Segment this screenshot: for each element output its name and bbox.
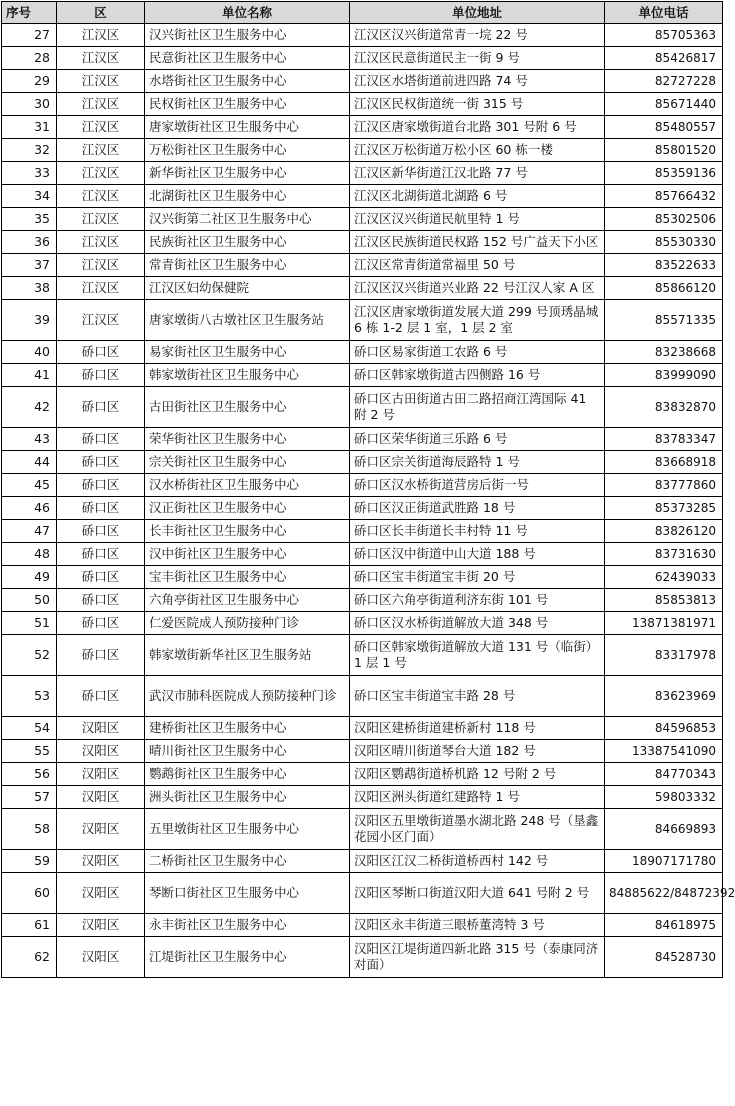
table-row xyxy=(2,809,723,850)
cell-phone: 84528730 xyxy=(605,937,723,978)
cell-phone: 84618975 xyxy=(605,914,723,937)
cell-name: 易家街社区卫生服务中心 xyxy=(145,341,350,364)
table-row xyxy=(2,676,723,717)
cell-no: 37 xyxy=(2,254,57,277)
header-name: 单位名称 xyxy=(145,2,350,24)
cell-name: 汉兴街社区卫生服务中心 xyxy=(145,24,350,47)
cell-phone: 84770343 xyxy=(605,763,723,786)
cell-name: 民意街社区卫生服务中心 xyxy=(145,47,350,70)
table-row xyxy=(2,341,723,364)
cell-phone: 85480557 xyxy=(605,116,723,139)
table-row xyxy=(2,612,723,635)
table-row xyxy=(2,786,723,809)
cell-name: 长丰街社区卫生服务中心 xyxy=(145,520,350,543)
header-no: 序号 xyxy=(2,2,57,24)
cell-phone: 83777860 xyxy=(605,474,723,497)
cell-district: 江汉区 xyxy=(57,254,145,277)
table-row xyxy=(2,24,723,47)
cell-district: 硚口区 xyxy=(57,589,145,612)
cell-no: 47 xyxy=(2,520,57,543)
table-row xyxy=(2,116,723,139)
cell-no: 56 xyxy=(2,763,57,786)
cell-district: 硚口区 xyxy=(57,676,145,717)
cell-address: 汉阳区五里墩街道墨水湖北路 248 号（垦鑫花园小区门面） xyxy=(350,809,605,850)
cell-phone: 59803332 xyxy=(605,786,723,809)
cell-no: 48 xyxy=(2,543,57,566)
cell-phone: 82727228 xyxy=(605,70,723,93)
cell-district: 江汉区 xyxy=(57,70,145,93)
cell-address: 江汉区民意街道民主一街 9 号 xyxy=(350,47,605,70)
cell-district: 江汉区 xyxy=(57,139,145,162)
table-row xyxy=(2,589,723,612)
cell-address: 硚口区汉水桥街道解放大道 348 号 xyxy=(350,612,605,635)
table-row xyxy=(2,93,723,116)
table-row xyxy=(2,139,723,162)
cell-no: 49 xyxy=(2,566,57,589)
cell-name: 六角亭街社区卫生服务中心 xyxy=(145,589,350,612)
cell-address: 硚口区荣华街道三乐路 6 号 xyxy=(350,428,605,451)
cell-name: 古田街社区卫生服务中心 xyxy=(145,387,350,428)
cell-address: 汉阳区鹦鹉街道桥机路 12 号附 2 号 xyxy=(350,763,605,786)
cell-district: 汉阳区 xyxy=(57,873,145,914)
cell-phone: 13871381971 xyxy=(605,612,723,635)
table-row xyxy=(2,914,723,937)
table-row xyxy=(2,520,723,543)
cell-phone: 13387541090 xyxy=(605,740,723,763)
cell-phone: 83317978 xyxy=(605,635,723,676)
cell-name: 民权街社区卫生服务中心 xyxy=(145,93,350,116)
cell-name: 荣华街社区卫生服务中心 xyxy=(145,428,350,451)
cell-address: 汉阳区永丰街道三眼桥董湾特 3 号 xyxy=(350,914,605,937)
table-row xyxy=(2,850,723,873)
cell-district: 硚口区 xyxy=(57,497,145,520)
cell-phone: 85705363 xyxy=(605,24,723,47)
cell-district: 硚口区 xyxy=(57,635,145,676)
cell-name: 武汉市肺科医院成人预防接种门诊 xyxy=(145,676,350,717)
cell-name: 琴断口街社区卫生服务中心 xyxy=(145,873,350,914)
cell-no: 58 xyxy=(2,809,57,850)
cell-district: 汉阳区 xyxy=(57,809,145,850)
cell-no: 39 xyxy=(2,300,57,341)
table-row xyxy=(2,635,723,676)
cell-address: 硚口区宗关街道海辰路特 1 号 xyxy=(350,451,605,474)
cell-phone: 85571335 xyxy=(605,300,723,341)
table-row xyxy=(2,566,723,589)
cell-district: 硚口区 xyxy=(57,341,145,364)
cell-name: 鹦鹉街社区卫生服务中心 xyxy=(145,763,350,786)
cell-district: 江汉区 xyxy=(57,277,145,300)
cell-phone: 83783347 xyxy=(605,428,723,451)
cell-address: 汉阳区江汉二桥街道桥西村 142 号 xyxy=(350,850,605,873)
cell-name: 宝丰街社区卫生服务中心 xyxy=(145,566,350,589)
cell-no: 44 xyxy=(2,451,57,474)
cell-address: 江汉区唐家墩街道发展大道 299 号顶琇晶城 6 栋 1-2 层 1 室，1 层 2 室 xyxy=(350,300,605,341)
cell-phone: 85766432 xyxy=(605,185,723,208)
table-row xyxy=(2,254,723,277)
cell-address: 硚口区古田街道古田二路招商江湾国际 41 附 2 号 xyxy=(350,387,605,428)
cell-address: 江汉区唐家墩街道台北路 301 号附 6 号 xyxy=(350,116,605,139)
table-row xyxy=(2,208,723,231)
table-row xyxy=(2,70,723,93)
cell-district: 江汉区 xyxy=(57,231,145,254)
cell-no: 52 xyxy=(2,635,57,676)
cell-no: 28 xyxy=(2,47,57,70)
cell-name: 江汉区妇幼保健院 xyxy=(145,277,350,300)
cell-address: 江汉区汉兴街道民航里特 1 号 xyxy=(350,208,605,231)
cell-district: 硚口区 xyxy=(57,364,145,387)
cell-name: 二桥街社区卫生服务中心 xyxy=(145,850,350,873)
table-row xyxy=(2,47,723,70)
cell-district: 硚口区 xyxy=(57,543,145,566)
cell-address: 汉阳区琴断口街道汉阳大道 641 号附 2 号 xyxy=(350,873,605,914)
cell-district: 硚口区 xyxy=(57,612,145,635)
cell-address: 硚口区韩家墩街道解放大道 131 号（临街）1 层 1 号 xyxy=(350,635,605,676)
cell-address: 江汉区北湖街道北湖路 6 号 xyxy=(350,185,605,208)
cell-no: 29 xyxy=(2,70,57,93)
cell-address: 硚口区韩家墩街道古四侧路 16 号 xyxy=(350,364,605,387)
cell-district: 江汉区 xyxy=(57,162,145,185)
cell-phone: 83522633 xyxy=(605,254,723,277)
cell-phone: 84669893 xyxy=(605,809,723,850)
cell-phone: 85302506 xyxy=(605,208,723,231)
header-phone: 单位电话 xyxy=(605,2,723,24)
cell-district: 江汉区 xyxy=(57,300,145,341)
cell-no: 54 xyxy=(2,717,57,740)
cell-no: 35 xyxy=(2,208,57,231)
cell-district: 江汉区 xyxy=(57,185,145,208)
cell-no: 33 xyxy=(2,162,57,185)
cell-no: 61 xyxy=(2,914,57,937)
cell-district: 硚口区 xyxy=(57,428,145,451)
cell-phone: 83731630 xyxy=(605,543,723,566)
cell-district: 汉阳区 xyxy=(57,740,145,763)
cell-name: 常青街社区卫生服务中心 xyxy=(145,254,350,277)
cell-name: 汉兴街第二社区卫生服务中心 xyxy=(145,208,350,231)
cell-no: 31 xyxy=(2,116,57,139)
cell-name: 民族街社区卫生服务中心 xyxy=(145,231,350,254)
cell-district: 江汉区 xyxy=(57,208,145,231)
cell-phone: 83826120 xyxy=(605,520,723,543)
cell-name: 洲头街社区卫生服务中心 xyxy=(145,786,350,809)
table-row xyxy=(2,717,723,740)
header-district: 区 xyxy=(57,2,145,24)
cell-phone: 85373285 xyxy=(605,497,723,520)
cell-address: 江汉区汉兴街道常青一垸 22 号 xyxy=(350,24,605,47)
cell-no: 60 xyxy=(2,873,57,914)
cell-name: 北湖街社区卫生服务中心 xyxy=(145,185,350,208)
cell-phone: 83999090 xyxy=(605,364,723,387)
cell-name: 晴川街社区卫生服务中心 xyxy=(145,740,350,763)
cell-address: 江汉区万松街道万松小区 60 栋一楼 xyxy=(350,139,605,162)
table-row xyxy=(2,474,723,497)
cell-name: 江堤街社区卫生服务中心 xyxy=(145,937,350,978)
cell-no: 36 xyxy=(2,231,57,254)
cell-address: 汉阳区江堤街道四新北路 315 号（泰康同济对面） xyxy=(350,937,605,978)
cell-district: 硚口区 xyxy=(57,474,145,497)
cell-phone: 83668918 xyxy=(605,451,723,474)
cell-address: 江汉区民权街道统一街 315 号 xyxy=(350,93,605,116)
cell-name: 万松街社区卫生服务中心 xyxy=(145,139,350,162)
cell-district: 硚口区 xyxy=(57,387,145,428)
health-service-table xyxy=(1,1,735,978)
cell-name: 汉水桥街社区卫生服务中心 xyxy=(145,474,350,497)
cell-name: 宗关街社区卫生服务中心 xyxy=(145,451,350,474)
cell-district: 江汉区 xyxy=(57,24,145,47)
cell-phone: 62439033 xyxy=(605,566,723,589)
cell-phone: 85853813 xyxy=(605,589,723,612)
cell-no: 40 xyxy=(2,341,57,364)
cell-address: 硚口区汉中街道中山大道 188 号 xyxy=(350,543,605,566)
table-row xyxy=(2,428,723,451)
cell-name: 唐家墩街社区卫生服务中心 xyxy=(145,116,350,139)
cell-no: 41 xyxy=(2,364,57,387)
cell-name: 韩家墩街新华社区卫生服务站 xyxy=(145,635,350,676)
cell-phone: 84596853 xyxy=(605,717,723,740)
cell-no: 34 xyxy=(2,185,57,208)
cell-no: 46 xyxy=(2,497,57,520)
cell-no: 30 xyxy=(2,93,57,116)
cell-no: 42 xyxy=(2,387,57,428)
cell-name: 唐家墩街八古墩社区卫生服务站 xyxy=(145,300,350,341)
cell-district: 硚口区 xyxy=(57,566,145,589)
table-row xyxy=(2,277,723,300)
cell-phone: 83238668 xyxy=(605,341,723,364)
cell-phone: 85359136 xyxy=(605,162,723,185)
table-row xyxy=(2,543,723,566)
cell-address: 硚口区易家街道工农路 6 号 xyxy=(350,341,605,364)
cell-no: 53 xyxy=(2,676,57,717)
cell-district: 汉阳区 xyxy=(57,763,145,786)
cell-no: 51 xyxy=(2,612,57,635)
cell-address: 硚口区汉正街道武胜路 18 号 xyxy=(350,497,605,520)
table-row xyxy=(2,937,723,978)
cell-no: 45 xyxy=(2,474,57,497)
table-row xyxy=(2,300,723,341)
cell-no: 43 xyxy=(2,428,57,451)
cell-name: 汉正街社区卫生服务中心 xyxy=(145,497,350,520)
cell-district: 汉阳区 xyxy=(57,937,145,978)
table-row xyxy=(2,162,723,185)
cell-district: 江汉区 xyxy=(57,116,145,139)
cell-no: 27 xyxy=(2,24,57,47)
cell-phone: 18907171780 xyxy=(605,850,723,873)
cell-name: 水塔街社区卫生服务中心 xyxy=(145,70,350,93)
cell-phone: 85530330 xyxy=(605,231,723,254)
cell-phone: 83623969 xyxy=(605,676,723,717)
cell-name: 汉中街社区卫生服务中心 xyxy=(145,543,350,566)
cell-no: 55 xyxy=(2,740,57,763)
cell-phone: 83832870 xyxy=(605,387,723,428)
cell-district: 汉阳区 xyxy=(57,850,145,873)
cell-phone: 85671440 xyxy=(605,93,723,116)
cell-name: 韩家墩街社区卫生服务中心 xyxy=(145,364,350,387)
cell-no: 32 xyxy=(2,139,57,162)
cell-district: 江汉区 xyxy=(57,47,145,70)
cell-no: 38 xyxy=(2,277,57,300)
table-row xyxy=(2,185,723,208)
cell-no: 50 xyxy=(2,589,57,612)
cell-name: 永丰街社区卫生服务中心 xyxy=(145,914,350,937)
table-row xyxy=(2,451,723,474)
cell-phone: 85801520 xyxy=(605,139,723,162)
cell-name: 建桥街社区卫生服务中心 xyxy=(145,717,350,740)
cell-district: 硚口区 xyxy=(57,451,145,474)
cell-phone: 85866120 xyxy=(605,277,723,300)
table-row xyxy=(2,740,723,763)
cell-no: 62 xyxy=(2,937,57,978)
cell-name: 五里墩街社区卫生服务中心 xyxy=(145,809,350,850)
cell-address: 硚口区宝丰街道宝丰路 28 号 xyxy=(350,676,605,717)
table-row xyxy=(2,497,723,520)
cell-address: 硚口区长丰街道长丰村特 11 号 xyxy=(350,520,605,543)
cell-address: 江汉区新华街道江汉北路 77 号 xyxy=(350,162,605,185)
table-row xyxy=(2,231,723,254)
table-row xyxy=(2,364,723,387)
cell-address: 硚口区汉水桥街道营房后街一号 xyxy=(350,474,605,497)
cell-name: 新华街社区卫生服务中心 xyxy=(145,162,350,185)
cell-address: 汉阳区洲头街道红建路特 1 号 xyxy=(350,786,605,809)
cell-name: 仁爱医院成人预防接种门诊 xyxy=(145,612,350,635)
cell-phone: 84885622/84872392 xyxy=(605,873,723,914)
cell-no: 59 xyxy=(2,850,57,873)
table-body xyxy=(2,24,735,978)
cell-phone: 85426817 xyxy=(605,47,723,70)
cell-no: 57 xyxy=(2,786,57,809)
cell-address: 江汉区民族街道民权路 152 号广益天下小区 xyxy=(350,231,605,254)
cell-address: 硚口区六角亭街道利济东街 101 号 xyxy=(350,589,605,612)
cell-address: 汉阳区晴川街道琴台大道 182 号 xyxy=(350,740,605,763)
table-header xyxy=(2,2,723,24)
cell-address: 江汉区水塔街道前进四路 74 号 xyxy=(350,70,605,93)
cell-address: 汉阳区建桥街道建桥新村 118 号 xyxy=(350,717,605,740)
cell-district: 汉阳区 xyxy=(57,914,145,937)
cell-district: 汉阳区 xyxy=(57,786,145,809)
header-address: 单位地址 xyxy=(350,2,605,24)
cell-district: 汉阳区 xyxy=(57,717,145,740)
cell-district: 江汉区 xyxy=(57,93,145,116)
cell-address: 江汉区常青街道常福里 50 号 xyxy=(350,254,605,277)
table-row xyxy=(2,763,723,786)
cell-address: 硚口区宝丰街道宝丰街 20 号 xyxy=(350,566,605,589)
cell-district: 硚口区 xyxy=(57,520,145,543)
table-row xyxy=(2,387,723,428)
table-row xyxy=(2,873,723,914)
cell-address: 江汉区汉兴街道兴业路 22 号江汉人家 A 区 xyxy=(350,277,605,300)
